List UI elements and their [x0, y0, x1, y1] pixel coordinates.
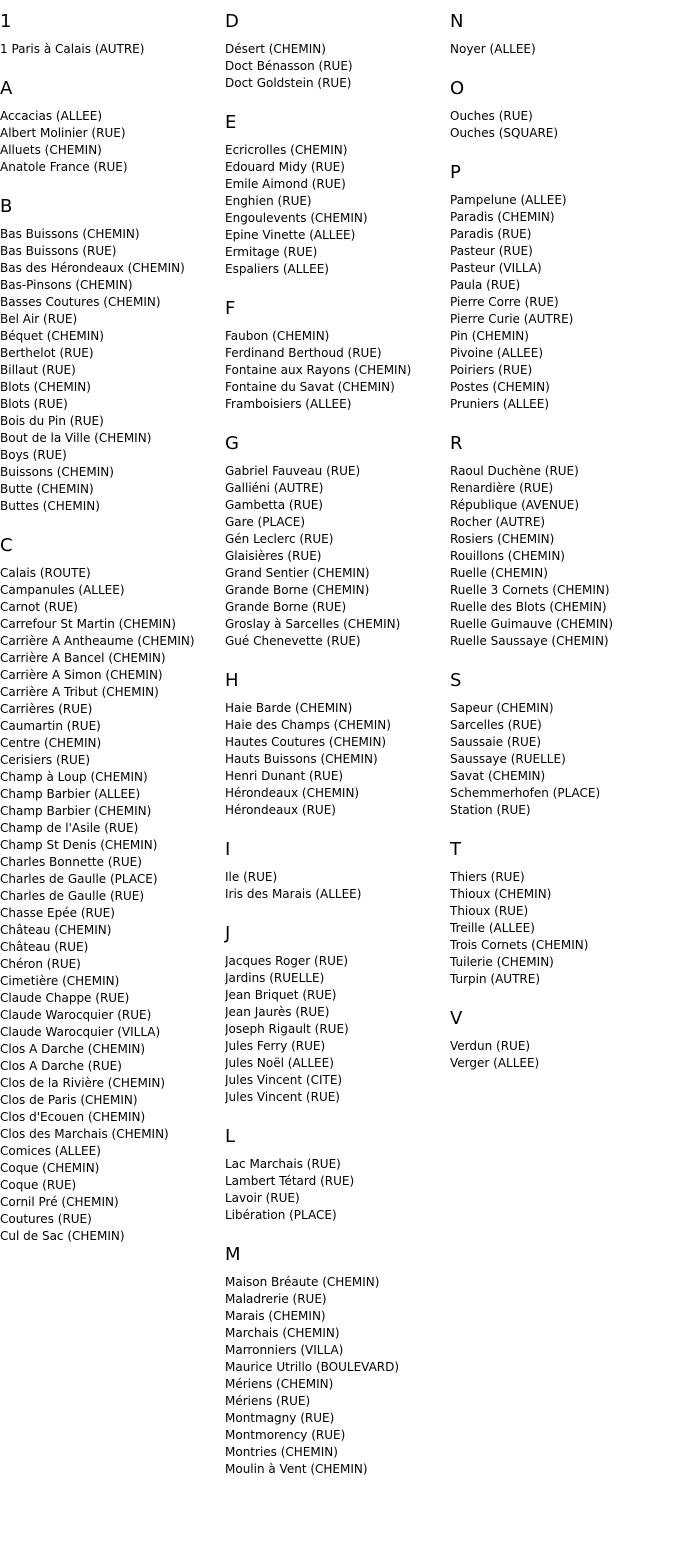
street-link[interactable]: Billaut (RUE): [0, 363, 76, 377]
street-link[interactable]: Maladrerie (RUE): [225, 1292, 327, 1306]
street-index-column-2: [225, 0, 450, 1478]
street-link[interactable]: Savat (CHEMIN): [450, 769, 546, 783]
street-link[interactable]: Rosiers (CHEMIN): [450, 532, 555, 546]
street-link[interactable]: Grande Borne (RUE): [225, 600, 347, 614]
street-link[interactable]: Schemmerhofen (PLACE): [450, 786, 601, 800]
street-link[interactable]: Joseph Rigault (RUE): [225, 1022, 349, 1036]
letter-section: [0, 58, 225, 176]
street-link[interactable]: Charles de Gaulle (PLACE): [0, 872, 158, 886]
street-link[interactable]: Carrière A Bancel (CHEMIN): [0, 651, 166, 665]
letter-heading: G: [225, 433, 239, 454]
letter-section: [450, 413, 675, 650]
letter-heading: J: [225, 923, 231, 944]
street-link[interactable]: Ouches (SQUARE): [450, 126, 559, 140]
street-link[interactable]: Bout de la Ville (CHEMIN): [0, 431, 152, 445]
street-link[interactable]: Caumartin (RUE): [0, 719, 101, 733]
street-link[interactable]: Thiers (RUE): [450, 870, 525, 884]
street-link[interactable]: Rocher (AUTRE): [450, 515, 546, 529]
street-link[interactable]: Maurice Utrillo (BOULEVARD): [225, 1360, 400, 1374]
street-link[interactable]: Gare (PLACE): [225, 515, 306, 529]
street-link[interactable]: Gambetta (RUE): [225, 498, 323, 512]
street-link[interactable]: Ile (RUE): [225, 870, 278, 884]
street-link[interactable]: Ferdinand Berthoud (RUE): [225, 346, 382, 360]
street-link[interactable]: Montmagny (RUE): [225, 1411, 335, 1425]
street-link[interactable]: Carnot (RUE): [0, 600, 78, 614]
street-link[interactable]: Iris des Marais (ALLEE): [225, 887, 362, 901]
street-link[interactable]: Béquet (CHEMIN): [0, 329, 104, 343]
street-link[interactable]: Alluets (CHEMIN): [0, 143, 102, 157]
street-link[interactable]: Claude Chappe (RUE): [0, 991, 130, 1005]
street-link[interactable]: Clos A Darche (CHEMIN): [0, 1042, 146, 1056]
street-link[interactable]: Jacques Roger (RUE): [225, 954, 349, 968]
street-link[interactable]: Station (RUE): [450, 803, 531, 817]
letter-section: [0, 515, 225, 1245]
letter-heading: H: [225, 670, 239, 691]
street-link[interactable]: Claude Warocquier (VILLA): [0, 1025, 161, 1039]
street-link[interactable]: Framboisiers (ALLEE): [225, 397, 352, 411]
letter-heading: 1: [0, 11, 12, 32]
street-link[interactable]: Grand Sentier (CHEMIN): [225, 566, 370, 580]
letter-heading: T: [450, 839, 461, 860]
street-link[interactable]: Cerisiers (RUE): [0, 753, 91, 767]
street-index-column-1: [0, 0, 225, 1245]
street-link[interactable]: Marchais (CHEMIN): [225, 1326, 340, 1340]
street-link[interactable]: Renardière (RUE): [450, 481, 554, 495]
street-link[interactable]: Ermitage (RUE): [225, 245, 318, 259]
street-link[interactable]: Trois Cornets (CHEMIN): [450, 938, 589, 952]
street-link[interactable]: Bas-Pinsons (CHEMIN): [0, 278, 133, 292]
letter-section: [450, 0, 675, 58]
street-link[interactable]: Pasteur (RUE): [450, 244, 533, 258]
street-link[interactable]: Coque (RUE): [0, 1178, 77, 1192]
street-link[interactable]: Marronniers (VILLA): [225, 1343, 344, 1357]
street-link[interactable]: Carrière A Simon (CHEMIN): [0, 668, 163, 682]
street-link[interactable]: Buttes (CHEMIN): [0, 499, 100, 513]
street-link[interactable]: Engoulevents (CHEMIN): [225, 211, 368, 225]
street-link[interactable]: Faubon (CHEMIN): [225, 329, 330, 343]
street-link[interactable]: Champ St Denis (CHEMIN): [0, 838, 158, 852]
letter-heading: R: [450, 433, 463, 454]
letter-heading: L: [225, 1126, 236, 1147]
street-link[interactable]: Jules Vincent (CITE): [225, 1073, 343, 1087]
letter-heading: S: [450, 670, 462, 691]
street-link[interactable]: Jules Noël (ALLEE): [225, 1056, 334, 1070]
street-link[interactable]: Cul de Sac (CHEMIN): [0, 1229, 125, 1243]
street-link[interactable]: Lac Marchais (RUE): [225, 1157, 341, 1171]
street-link[interactable]: Château (CHEMIN): [0, 923, 112, 937]
street-link[interactable]: Thioux (CHEMIN): [450, 887, 552, 901]
street-link[interactable]: Clos de Paris (CHEMIN): [0, 1093, 138, 1107]
street-link[interactable]: Ruelle des Blots (CHEMIN): [450, 600, 607, 614]
street-link[interactable]: Champ Barbier (ALLEE): [0, 787, 141, 801]
street-link[interactable]: Butte (CHEMIN): [0, 482, 94, 496]
letter-heading: C: [0, 535, 13, 556]
letter-section: [0, 176, 225, 515]
street-link[interactable]: Comices (ALLEE): [0, 1144, 101, 1158]
street-link[interactable]: Jardins (RUELLE): [225, 971, 325, 985]
letter-section: [0, 0, 225, 58]
letter-heading: O: [450, 78, 465, 99]
letter-heading: P: [450, 162, 461, 183]
street-link[interactable]: 1 Paris à Calais (AUTRE): [0, 42, 145, 56]
street-link[interactable]: Epine Vinette (ALLEE): [225, 228, 356, 242]
street-link[interactable]: Gué Chenevette (RUE): [225, 634, 361, 648]
street-link[interactable]: Charles de Gaulle (RUE): [0, 889, 145, 903]
street-link[interactable]: Hérondeaux (RUE): [225, 803, 336, 817]
street-link[interactable]: Basses Coutures (CHEMIN): [0, 295, 161, 309]
street-link[interactable]: Mériens (RUE): [225, 1394, 311, 1408]
street-link[interactable]: Haie des Champs (CHEMIN): [225, 718, 391, 732]
street-link[interactable]: Hautes Coutures (CHEMIN): [225, 735, 387, 749]
letter-section: [450, 819, 675, 988]
street-link[interactable]: Bas des Hérondeaux (CHEMIN): [0, 261, 185, 275]
street-link[interactable]: Doct Goldstein (RUE): [225, 76, 352, 90]
letter-section: [450, 988, 675, 1072]
street-link[interactable]: Saussaie (RUE): [450, 735, 542, 749]
street-link[interactable]: Coque (CHEMIN): [0, 1161, 100, 1175]
street-link[interactable]: Turpin (AUTRE): [450, 972, 541, 986]
street-index-column-3: [450, 0, 675, 1072]
street-link[interactable]: Paula (RUE): [450, 278, 521, 292]
street-link[interactable]: Sarcelles (RUE): [450, 718, 542, 732]
letter-section: [225, 903, 450, 1106]
street-link[interactable]: Ecricrolles (CHEMIN): [225, 143, 348, 157]
street-link[interactable]: Pivoine (ALLEE): [450, 346, 543, 360]
street-link[interactable]: Anatole France (RUE): [0, 160, 128, 174]
letter-heading: V: [450, 1008, 463, 1029]
letter-heading: D: [225, 11, 239, 32]
street-link[interactable]: Galliéni (AUTRE): [225, 481, 324, 495]
letter-section: [225, 278, 450, 413]
street-link[interactable]: Doct Bénasson (RUE): [225, 59, 353, 73]
street-link[interactable]: Raoul Duchène (RUE): [450, 464, 579, 478]
street-link[interactable]: Jean Briquet (RUE): [225, 988, 337, 1002]
street-link[interactable]: Haie Barde (CHEMIN): [225, 701, 353, 715]
street-link[interactable]: Hérondeaux (CHEMIN): [225, 786, 360, 800]
street-link[interactable]: Treille (ALLEE): [450, 921, 535, 935]
street-link[interactable]: Ruelle Guimauve (CHEMIN): [450, 617, 614, 631]
street-link[interactable]: Thioux (RUE): [450, 904, 529, 918]
street-link[interactable]: Ouches (RUE): [450, 109, 533, 123]
street-link[interactable]: Verger (ALLEE): [450, 1056, 540, 1070]
street-link[interactable]: Champ à Loup (CHEMIN): [0, 770, 148, 784]
street-link[interactable]: Lavoir (RUE): [225, 1191, 300, 1205]
letter-section: [225, 819, 450, 903]
street-link[interactable]: Henri Dunant (RUE): [225, 769, 344, 783]
street-link[interactable]: Blots (CHEMIN): [0, 380, 91, 394]
street-link[interactable]: Enghien (RUE): [225, 194, 312, 208]
street-link[interactable]: Pampelune (ALLEE): [450, 193, 567, 207]
street-link[interactable]: Mériens (CHEMIN): [225, 1377, 334, 1391]
street-link[interactable]: Fontaine aux Rayons (CHEMIN): [225, 363, 412, 377]
street-link[interactable]: Poiriers (RUE): [450, 363, 533, 377]
street-link[interactable]: Paradis (CHEMIN): [450, 210, 555, 224]
street-link[interactable]: Groslay à Sarcelles (CHEMIN): [225, 617, 401, 631]
street-link[interactable]: Pasteur (VILLA): [450, 261, 542, 275]
street-link[interactable]: Ruelle (CHEMIN): [450, 566, 548, 580]
letter-heading: E: [225, 112, 237, 133]
letter-heading: F: [225, 298, 236, 319]
street-link[interactable]: Rouillons (CHEMIN): [450, 549, 565, 563]
street-link[interactable]: Pruniers (ALLEE): [450, 397, 549, 411]
street-link[interactable]: Jules Vincent (RUE): [225, 1090, 340, 1104]
street-link[interactable]: Sapeur (CHEMIN): [450, 701, 554, 715]
street-link[interactable]: Désert (CHEMIN): [225, 42, 326, 56]
street-link[interactable]: Pierre Corre (RUE): [450, 295, 559, 309]
street-link[interactable]: Boys (RUE): [0, 448, 67, 462]
street-link[interactable]: Bas Buissons (CHEMIN): [0, 227, 140, 241]
letter-heading: I: [225, 839, 231, 860]
street-link[interactable]: Noyer (ALLEE): [450, 42, 536, 56]
street-link[interactable]: Clos A Darche (RUE): [0, 1059, 122, 1073]
street-link[interactable]: Centre (CHEMIN): [0, 736, 102, 750]
street-link[interactable]: Chéron (RUE): [0, 957, 81, 971]
street-link[interactable]: Pin (CHEMIN): [450, 329, 529, 343]
street-link[interactable]: Moulin à Vent (CHEMIN): [225, 1462, 368, 1476]
street-link[interactable]: Champ Barbier (CHEMIN): [0, 804, 152, 818]
street-link[interactable]: Edouard Midy (RUE): [225, 160, 345, 174]
street-link[interactable]: Gén Leclerc (RUE): [225, 532, 334, 546]
street-link[interactable]: Clos des Marchais (CHEMIN): [0, 1127, 169, 1141]
street-link[interactable]: Coutures (RUE): [0, 1212, 92, 1226]
street-link[interactable]: Libération (PLACE): [225, 1208, 337, 1222]
letter-section: [450, 142, 675, 413]
street-link[interactable]: Hauts Buissons (CHEMIN): [225, 752, 378, 766]
street-link[interactable]: Cimetière (CHEMIN): [0, 974, 120, 988]
street-link[interactable]: Gabriel Fauveau (RUE): [225, 464, 361, 478]
street-link[interactable]: Clos de la Rivière (CHEMIN): [0, 1076, 166, 1090]
street-link[interactable]: Carrières (RUE): [0, 702, 93, 716]
letter-section: [450, 58, 675, 142]
street-link[interactable]: Cornil Pré (CHEMIN): [0, 1195, 119, 1209]
street-link[interactable]: Chasse Epée (RUE): [0, 906, 115, 920]
street-link[interactable]: Paradis (RUE): [450, 227, 532, 241]
street-link[interactable]: Glaisières (RUE): [225, 549, 322, 563]
street-link[interactable]: Lambert Tétard (RUE): [225, 1174, 355, 1188]
letter-section: [225, 650, 450, 819]
street-link[interactable]: Blots (RUE): [0, 397, 68, 411]
street-link[interactable]: République (AVENUE): [450, 498, 580, 512]
street-link[interactable]: Grande Borne (CHEMIN): [225, 583, 370, 597]
letter-section: [225, 0, 450, 92]
street-link[interactable]: Pierre Curie (AUTRE): [450, 312, 574, 326]
street-link[interactable]: Bois du Pin (RUE): [0, 414, 104, 428]
street-link[interactable]: Espaliers (ALLEE): [225, 262, 329, 276]
street-link[interactable]: Berthelot (RUE): [0, 346, 94, 360]
street-link[interactable]: Saussaye (RUELLE): [450, 752, 566, 766]
street-link[interactable]: Albert Molinier (RUE): [0, 126, 126, 140]
street-link[interactable]: Buissons (CHEMIN): [0, 465, 114, 479]
letter-section: [225, 92, 450, 278]
street-link[interactable]: Maison Bréaute (CHEMIN): [225, 1275, 380, 1289]
street-link[interactable]: Charles Bonnette (RUE): [0, 855, 142, 869]
street-link[interactable]: Bel Air (RUE): [0, 312, 78, 326]
street-link[interactable]: Accacias (ALLEE): [0, 109, 103, 123]
street-link[interactable]: Marais (CHEMIN): [225, 1309, 326, 1323]
street-link[interactable]: Ruelle 3 Cornets (CHEMIN): [450, 583, 610, 597]
letter-heading: A: [0, 78, 13, 99]
letter-section: [225, 1224, 450, 1478]
street-link[interactable]: Claude Warocquier (RUE): [0, 1008, 152, 1022]
street-link[interactable]: Emile Aimond (RUE): [225, 177, 346, 191]
street-link[interactable]: Campanules (ALLEE): [0, 583, 125, 597]
street-link[interactable]: Tuilerie (CHEMIN): [450, 955, 554, 969]
letter-heading: M: [225, 1244, 241, 1265]
street-link[interactable]: Montmorency (RUE): [225, 1428, 346, 1442]
street-link[interactable]: Calais (ROUTE): [0, 566, 91, 580]
street-link[interactable]: Carrière A Antheaume (CHEMIN): [0, 634, 195, 648]
letter-heading: B: [0, 196, 13, 217]
letter-heading: N: [450, 11, 464, 32]
street-link[interactable]: Bas Buissons (RUE): [0, 244, 117, 258]
letter-section: [225, 1106, 450, 1224]
street-link[interactable]: Carrière A Tribut (CHEMIN): [0, 685, 159, 699]
street-link[interactable]: Fontaine du Savat (CHEMIN): [225, 380, 395, 394]
letter-section: [225, 413, 450, 650]
street-link[interactable]: Ruelle Saussaye (CHEMIN): [450, 634, 609, 648]
street-link[interactable]: Carrefour St Martin (CHEMIN): [0, 617, 176, 631]
street-link[interactable]: Jules Ferry (RUE): [225, 1039, 326, 1053]
street-link[interactable]: Château (RUE): [0, 940, 89, 954]
street-link[interactable]: Jean Jaurès (RUE): [225, 1005, 330, 1019]
letter-section: [450, 650, 675, 819]
street-link[interactable]: Champ de l'Asile (RUE): [0, 821, 139, 835]
street-link[interactable]: Clos d'Ecouen (CHEMIN): [0, 1110, 146, 1124]
street-link[interactable]: Postes (CHEMIN): [450, 380, 550, 394]
street-link[interactable]: Montries (CHEMIN): [225, 1445, 338, 1459]
street-link[interactable]: Verdun (RUE): [450, 1039, 531, 1053]
